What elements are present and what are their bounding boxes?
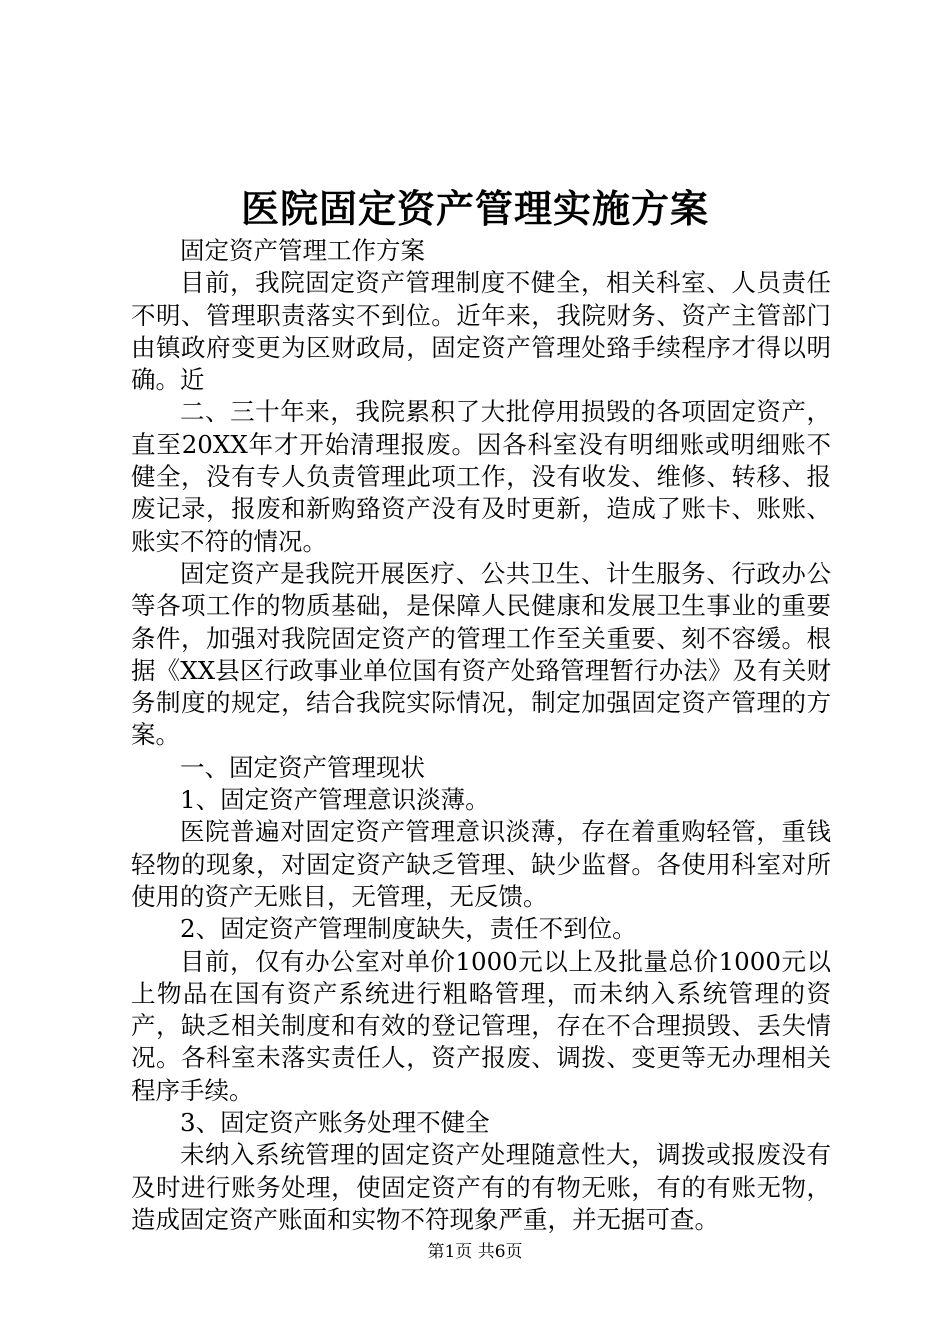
paragraph: 1、固定资产管理意识淡薄。: [180, 785, 490, 815]
paragraph: 一、固定资产管理现状: [180, 752, 425, 782]
page-footer: 第1页 共6页: [427, 1242, 523, 1262]
paragraph: 2、固定资产管理制度缺失，责任不到位。: [180, 914, 637, 944]
paragraph: 未纳入系统管理的固定资产处理随意性大，调拨或报废没有及时进行账务处理，使固定资产有的有物无账，有的有账无物，造成固定资产账面和实物不符现象严重，并无据可查。: [131, 1140, 831, 1234]
document-body: [131, 235, 831, 1236]
paragraph: 医院普遍对固定资产管理意识淡薄，存在着重购轻管，重钱轻物的现象，对固定资产缺乏管理、缺少监督。各使用科室对所使用的资产无账目，无管理，无反馈。: [131, 817, 831, 911]
paragraph: 目前，我院固定资产管理制度不健全，相关科室、人员责任不明、管理职责落实不到位。近年来，我院财务、资产主管部门由镇政府变更为区财政局，固定资产管理处臵手续程序才得以明确。近: [131, 268, 831, 395]
paragraph: 3、固定资产账务处理不健全: [180, 1108, 490, 1138]
paragraph: 二、三十年来，我院累积了大批停用损毁的各项固定资产，直至20XX年才开始清理报废。因各科室没有明细账或明细账不健全，没有专人负责管理此项工作，没有收发、维修、转移、报废记录，报废和新购臵资产没有及时更新，造成了账卡、账账、账实不符的情况。: [131, 397, 831, 556]
paragraph: 固定资产是我院开展医疗、公共卫生、计生服务、行政办公等各项工作的物质基础，是保障人民健康和发展卫生事业的重要条件，加强对我院固定资产的管理工作至关重要、刻不容缓。根据《XX县区行政事业单位国有资产处臵管理暂行办法》及有关财务制度的规定，结合我院实际情况，制定加强固定资产管理的方案。: [131, 558, 831, 750]
document-title: 医院固定资产管理实施方案: [240, 186, 709, 231]
paragraph: 目前，仅有办公室对单价1000元以上及批量总价1000元以上物品在国有资产系统进行粗略管理，而未纳入系统管理的资产，缺乏相关制度和有效的登记管理，存在不合理损毁、丢失情况。各科室未落实责任人，资产报废、调拨、变更等无办理相关程序手续。: [131, 946, 831, 1105]
paragraph: 固定资产管理工作方案: [180, 236, 425, 265]
